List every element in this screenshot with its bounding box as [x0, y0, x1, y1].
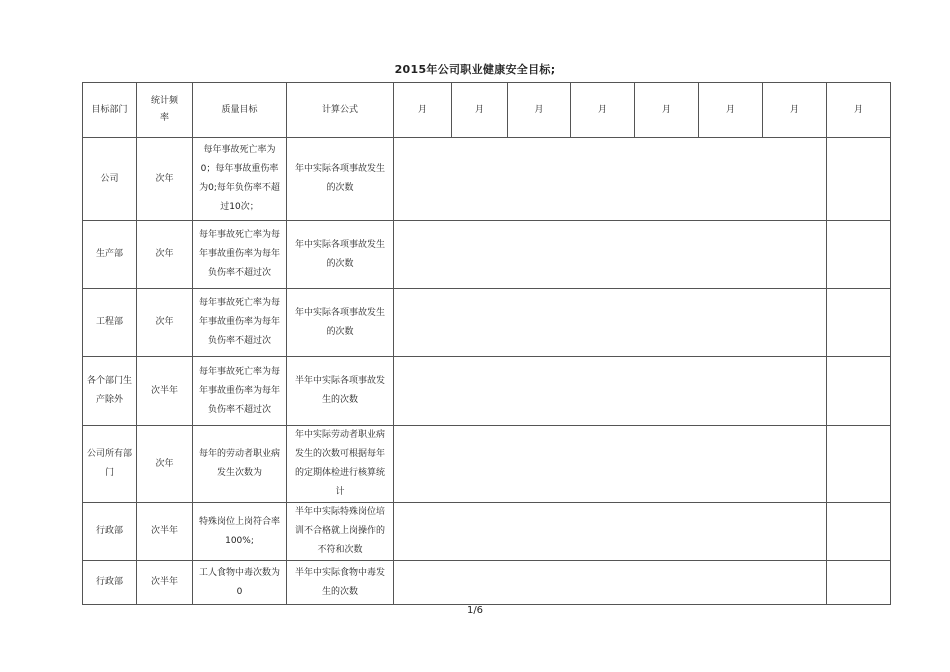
- table-row: [83, 426, 891, 503]
- cell-target: 每年事故死亡率为每年事故重伤率为每年负伤率不超过次: [193, 221, 287, 289]
- cell-frequency: 次半年: [137, 503, 193, 561]
- cell-formula: 半年中实际各项事故发生的次数: [287, 357, 394, 426]
- cell-month-value: [763, 561, 827, 605]
- header-month: 月: [827, 83, 891, 138]
- table-row: [83, 138, 891, 221]
- safety-goals-table: [82, 82, 891, 605]
- cell-month-value: [827, 426, 891, 503]
- cell-target: 每年事故死亡率为每年事故重伤率为每年负伤率不超过次: [193, 289, 287, 357]
- header-month: 月: [635, 83, 699, 138]
- cell-frequency: 次年: [137, 289, 193, 357]
- cell-department: 公司: [83, 138, 137, 221]
- cell-department: 行政部: [83, 503, 137, 561]
- cell-month-values: [394, 426, 763, 503]
- cell-target: 每年事故死亡率为0；每年事故重伤率为0;每年负伤率不超过10次；: [193, 138, 287, 221]
- cell-month-value: [827, 221, 891, 289]
- cell-month-values: [394, 561, 763, 605]
- cell-month-value: [763, 221, 827, 289]
- header-month: 月: [508, 83, 571, 138]
- table-row: [83, 221, 891, 289]
- header-department: 目标部门: [83, 83, 137, 138]
- cell-month-values: [394, 221, 763, 289]
- cell-month-value: [827, 561, 891, 605]
- cell-formula: 半年中实际食物中毒发生的次数: [287, 561, 394, 605]
- header-month: 月: [699, 83, 763, 138]
- cell-frequency: 次年: [137, 221, 193, 289]
- cell-month-values: [394, 357, 763, 426]
- header-month: 月: [452, 83, 508, 138]
- cell-department: 工程部: [83, 289, 137, 357]
- cell-month-value: [763, 503, 827, 561]
- cell-department: 各个部门生产除外: [83, 357, 137, 426]
- cell-frequency: 次年: [137, 426, 193, 503]
- cell-department: 生产部: [83, 221, 137, 289]
- cell-month-value: [827, 357, 891, 426]
- cell-month-values: [394, 138, 763, 221]
- header-target: 质量目标: [193, 83, 287, 138]
- cell-month-values: [394, 503, 763, 561]
- header-row: [83, 83, 891, 138]
- cell-month-value: [827, 503, 891, 561]
- header-month: 月: [571, 83, 635, 138]
- cell-target: 每年事故死亡率为每年事故重伤率为每年负伤率不超过次: [193, 357, 287, 426]
- cell-month-values: [394, 289, 763, 357]
- table-row: [83, 561, 891, 605]
- cell-department: 公司所有部门: [83, 426, 137, 503]
- cell-month-value: [763, 289, 827, 357]
- cell-frequency: 次半年: [137, 357, 193, 426]
- header-frequency: 统计频率: [137, 83, 193, 138]
- header-month: 月: [763, 83, 827, 138]
- cell-month-value: [763, 138, 827, 221]
- cell-formula: 半年中实际特殊岗位培训不合格就上岗操作的不符和次数: [287, 503, 394, 561]
- cell-month-value: [827, 289, 891, 357]
- cell-month-value: [763, 426, 827, 503]
- cell-formula: 年中实际各项事故发生的次数: [287, 289, 394, 357]
- cell-target: 每年的劳动者职业病发生次数为: [193, 426, 287, 503]
- table-row: [83, 357, 891, 426]
- cell-frequency: 次年: [137, 138, 193, 221]
- table-row: [83, 503, 891, 561]
- cell-department: 行政部: [83, 561, 137, 605]
- header-formula: 计算公式: [287, 83, 394, 138]
- document-title: 2015年公司职业健康安全目标;: [394, 63, 556, 76]
- cell-formula: 年中实际各项事故发生的次数: [287, 221, 394, 289]
- cell-month-value: [827, 138, 891, 221]
- header-month: 月: [394, 83, 452, 138]
- cell-formula: 年中实际劳动者职业病发生的次数可根据每年的定期体检进行核算统计: [287, 426, 394, 503]
- cell-formula: 年中实际各项事故发生的次数: [287, 138, 394, 221]
- cell-target: 特殊岗位上岗符合率100%;: [193, 503, 287, 561]
- cell-target: 工人食物中毒次数为0: [193, 561, 287, 605]
- page-number: 1/6: [466, 605, 484, 616]
- table-row: [83, 289, 891, 357]
- cell-frequency: 次半年: [137, 561, 193, 605]
- cell-month-value: [763, 357, 827, 426]
